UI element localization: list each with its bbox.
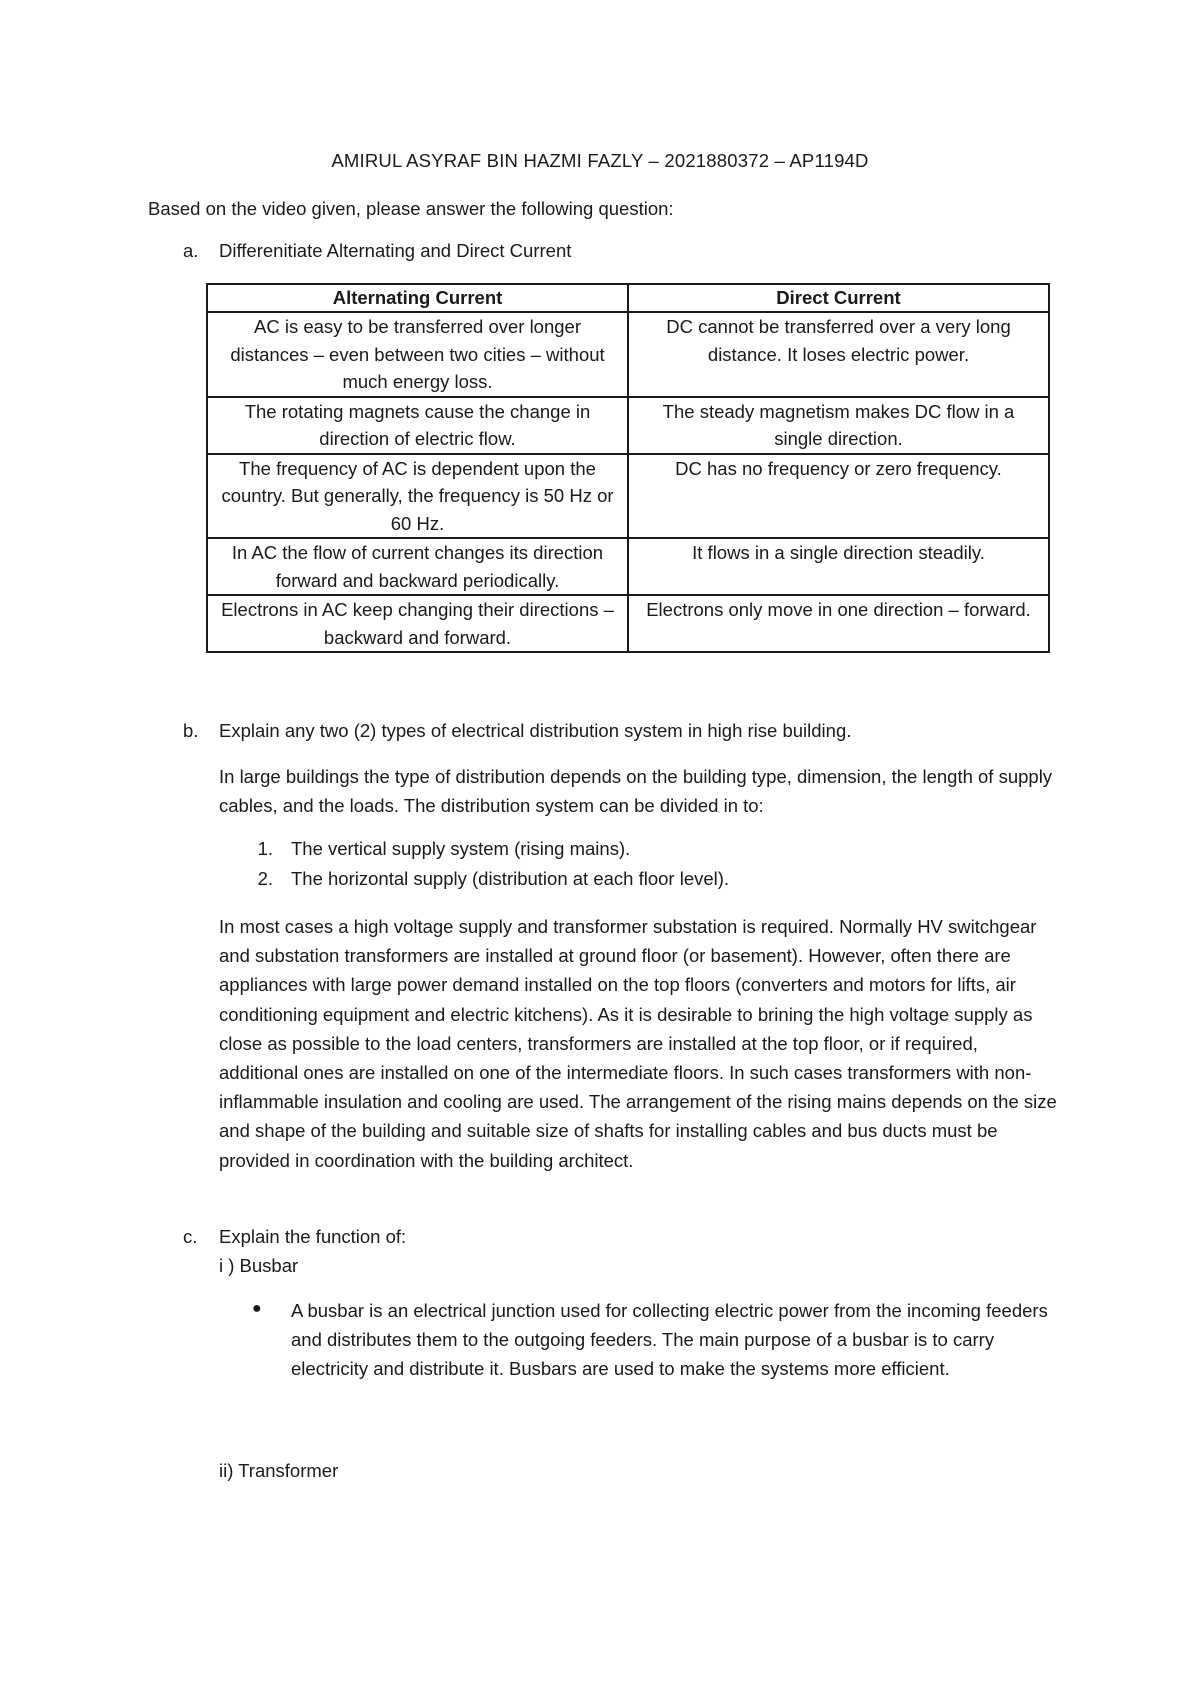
list-item-number: 2.: [257, 868, 273, 889]
list-item: The horizontal supply (distribution at each floor level).: [291, 868, 730, 889]
table-header-row: [207, 284, 1049, 312]
question-a-text: Differenitiate Alternating and Direct Current: [219, 240, 572, 261]
table-cell-dc: DC has no frequency or zero frequency.: [628, 454, 1049, 539]
question-b-text: Explain any two (2) types of electrical distribution system in high rise building.: [219, 720, 852, 741]
table-row: [207, 595, 1049, 652]
table-cell-dc: Electrons only move in one direction – forward.: [628, 595, 1049, 652]
table-cell-ac: The frequency of AC is dependent upon the country. But generally, the frequency is 50 Hz or 60 Hz.: [207, 454, 628, 539]
table-row: [207, 538, 1049, 595]
table-cell-ac: AC is easy to be transferred over longer distances – even between two cities – without much energy loss.: [207, 312, 628, 397]
busbar-explanation: A busbar is an electrical junction used for collecting electric power from the incoming feeders and distributes them to the outgoing feeders. The main purpose of a busbar is to carry electricity and distribute it. Busbars are used to make the systems more efficient.: [291, 1300, 1048, 1380]
table-cell-ac: In AC the flow of current changes its direction forward and backward periodically.: [207, 538, 628, 595]
table-cell-dc: It flows in a single direction steadily.: [628, 538, 1049, 595]
table-header-ac: Alternating Current: [207, 284, 628, 312]
distribution-intro-paragraph: In large buildings the type of distribution depends on the building type, dimension, the length of supply cables, and the loads. The distribution system can be divided in to:: [219, 766, 1053, 817]
table-row: [207, 454, 1049, 539]
table-row: [207, 397, 1049, 454]
ac-dc-comparison-table: [206, 283, 1050, 653]
table-cell-dc: DC cannot be transferred over a very long distance. It loses electric power.: [628, 312, 1049, 397]
distribution-body-paragraph: In most cases a high voltage supply and transformer substation is required. Normally HV switchgear and substation transformers are installed at ground floor (or basement). However, often there are appliances with large power demand installed on the top floors (converters and motors for lifts, air conditioning equipment and electric kitchens). As it is desirable to brining the high voltage supply as close as possible to the load centers, transformers are installed at the top floor, or if required, additional ones are installed on one of the intermediate floors. In such cases transformers with non-inflammable insulation and cooling are used. The arrangement of the rising mains depends on the size and shape of the building and suitable size of shafts for installing cables and bus ducts must be provided in coordination with the building architect.: [219, 916, 1057, 1171]
question-c-label: c.: [183, 1226, 198, 1247]
table-cell-ac: Electrons in AC keep changing their directions – backward and forward.: [207, 595, 628, 652]
table-header-dc: Direct Current: [628, 284, 1049, 312]
subheading-busbar: i ) Busbar: [219, 1255, 299, 1276]
subheading-transformer: ii) Transformer: [219, 1460, 339, 1481]
table-row: [207, 312, 1049, 397]
bullet-icon: ●: [252, 1300, 262, 1317]
table-cell-ac: The rotating magnets cause the change in direction of electric flow.: [207, 397, 628, 454]
question-a-label: a.: [183, 240, 199, 261]
question-c-text: Explain the function of:: [219, 1226, 407, 1247]
list-item-number: 1.: [257, 838, 273, 859]
question-b-label: b.: [183, 720, 199, 741]
table-cell-dc: The steady magnetism makes DC flow in a single direction.: [628, 397, 1049, 454]
intro-text: Based on the video given, please answer the following question:: [148, 198, 674, 219]
list-item: The vertical supply system (rising mains).: [291, 838, 631, 859]
author-header: AMIRUL ASYRAF BIN HAZMI FAZLY – 2021880372 – AP1194D: [331, 150, 869, 171]
